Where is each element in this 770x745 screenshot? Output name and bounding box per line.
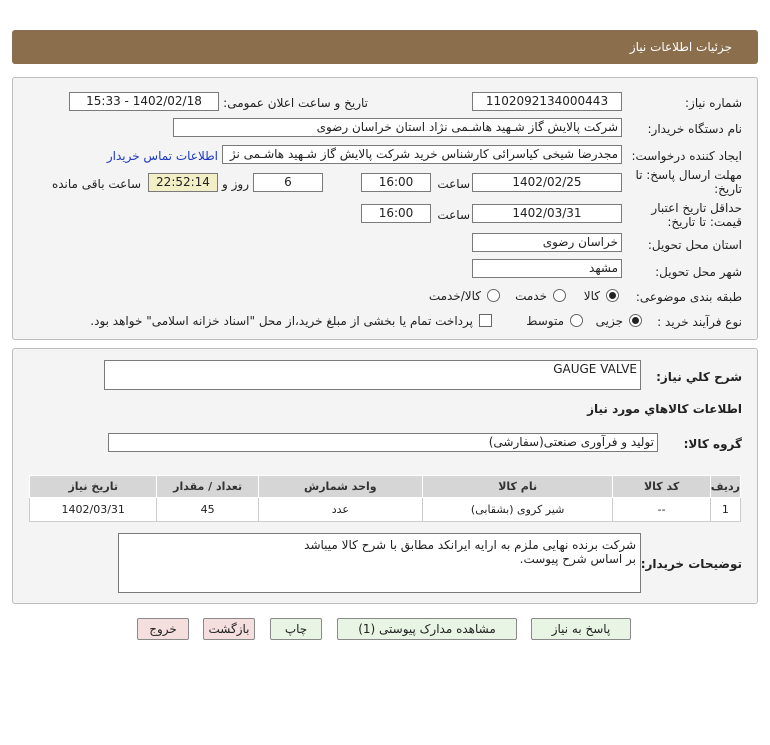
need-number-label: شماره نیاز:	[685, 96, 742, 110]
page-header	[12, 30, 758, 64]
category-label: طبقه بندی موضوعی:	[635, 290, 742, 304]
col-row-number: ردیف	[710, 476, 740, 498]
announce-field: 1402/02/18 - 15:33	[69, 92, 219, 111]
view-attachments-button[interactable]: مشاهده مدارک پیوستی (1)	[337, 618, 517, 640]
col-goods-code: کد کالا	[613, 476, 710, 498]
buyer-field: شرکت پالایش گاز شـهید هاشـمی نژاد استان خراسان رضوی	[173, 118, 622, 137]
category-option-goods: کالا	[583, 289, 600, 303]
process-radio-minor[interactable]	[629, 314, 642, 327]
validity-date-field: 1402/03/31	[472, 204, 622, 223]
cell-goods-code: --	[613, 498, 710, 522]
need-number-field: 1102092134000443	[472, 92, 622, 111]
table-row	[30, 498, 741, 522]
summary-value: GAUGE VALVE	[553, 362, 637, 376]
creator-field: مجدرضا شیخی کیاسرائی کارشناس خرید شرکت پالایش گاز شـهید هاشـمی نژ	[222, 145, 622, 164]
days-label: روز و	[222, 177, 249, 191]
goods-group-field: تولید و فرآوری صنعتی(سفارشی)	[108, 433, 658, 452]
validity-label-date: قیمت: تا تاریخ:	[667, 215, 742, 229]
delivery-city-label: شهر محل تحویل:	[655, 265, 742, 279]
remaining-time-field: 22:52:14	[148, 173, 218, 192]
category-radio-both[interactable]	[487, 289, 500, 302]
print-button[interactable]: چاپ	[270, 618, 322, 640]
buyer-label: نام دستگاه خریدار:	[647, 122, 742, 136]
category-option-service: خدمت	[515, 289, 547, 303]
process-radio-medium[interactable]	[570, 314, 583, 327]
buyer-notes-line-1: شرکت برنده نهایی ملزم به ارایه ایرانکد مطابق با شرح کالا میباشد	[304, 538, 636, 552]
cell-goods-name: شیر کروی (بشقابی)	[422, 498, 613, 522]
col-need-date: تاریخ نیاز	[30, 476, 157, 498]
goods-table-header	[30, 476, 741, 498]
col-unit: واحد شمارش	[258, 476, 422, 498]
treasury-payment-checkbox[interactable]	[479, 314, 492, 327]
category-radio-service[interactable]	[553, 289, 566, 302]
buyer-notes-line-2: بر اساس شرح پیوست.	[519, 552, 636, 566]
delivery-province-label: استان محل تحویل:	[647, 238, 742, 252]
announce-label: تاریخ و ساعت اعلان عمومی:	[223, 96, 368, 110]
buyer-notes-label: توضیحات خریدار:	[640, 557, 742, 571]
col-goods-name: نام کالا	[422, 476, 613, 498]
goods-info-title: اطلاعات كالاهاي مورد نياز	[587, 402, 742, 416]
reply-button[interactable]: پاسخ به نیاز	[531, 618, 631, 640]
cell-unit: عدد	[258, 498, 422, 522]
deadline-date-field: 1402/02/25	[472, 173, 622, 192]
delivery-province-field: خراسان رضوی	[472, 233, 622, 252]
col-quantity: تعداد / مقدار	[157, 476, 258, 498]
deadline-label-date: تاریخ:	[714, 182, 742, 196]
cell-need-date: 1402/03/31	[30, 498, 157, 522]
cell-row-number: 1	[710, 498, 740, 522]
delivery-city-field: مشهد	[472, 259, 622, 278]
goods-group-label: گروه كالا:	[683, 437, 742, 451]
days-field: 6	[253, 173, 323, 192]
process-option-medium: متوسط	[526, 314, 564, 328]
validity-time-field: 16:00	[361, 204, 431, 223]
deadline-time-field: 16:00	[361, 173, 431, 192]
back-button[interactable]: بازگشت	[203, 618, 255, 640]
validity-time-label: ساعت	[437, 208, 470, 222]
creator-label: ایجاد کننده درخواست:	[631, 149, 742, 163]
process-label: نوع فرآیند خرید :	[657, 315, 742, 329]
category-option-both: کالا/خدمت	[428, 289, 481, 303]
cell-quantity: 45	[157, 498, 258, 522]
exit-button[interactable]: خروج	[137, 618, 189, 640]
deadline-label: مهلت ارسال پاسخ: تا	[635, 168, 742, 182]
buyer-contact-link[interactable]: اطلاعات تماس خریدار	[106, 149, 218, 163]
validity-label: حداقل تاریخ اعتبار	[651, 201, 742, 215]
summary-label: شرح كلي نياز:	[656, 370, 742, 384]
category-radio-goods[interactable]	[606, 289, 619, 302]
summary-field	[104, 360, 641, 390]
buyer-notes-field	[118, 533, 641, 593]
remaining-label: ساعت باقی مانده	[51, 177, 141, 191]
treasury-payment-note: پرداخت تمام یا بخشی از مبلغ خرید،از محل "اسناد خزانه اسلامی" خواهد بود.	[90, 314, 473, 328]
deadline-time-label: ساعت	[437, 177, 470, 191]
page-title: جزئیات اطلاعات نیاز	[629, 40, 732, 54]
goods-table	[29, 475, 741, 522]
process-option-minor: جزیی	[595, 314, 623, 328]
